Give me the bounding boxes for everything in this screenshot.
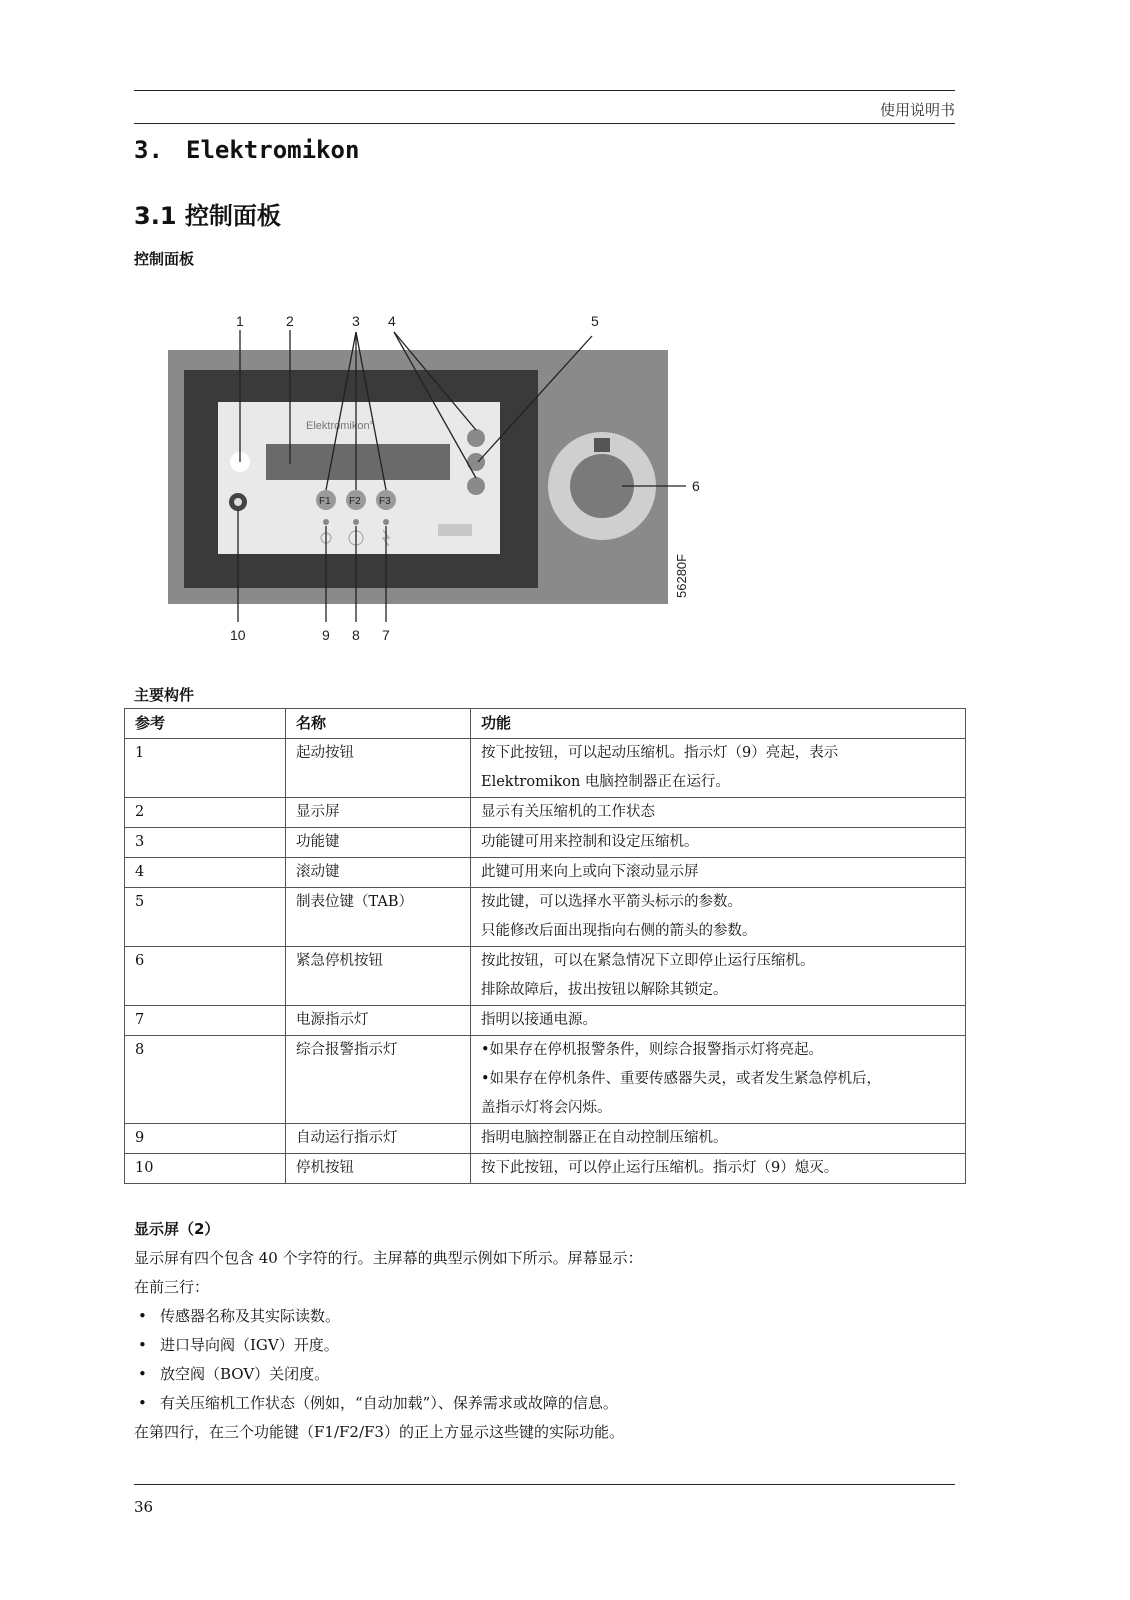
- cell-name: 停机按钮: [286, 1154, 471, 1184]
- scroll-down-key: [467, 477, 485, 495]
- cell-ref: 10: [125, 1154, 286, 1184]
- figure-caption: 控制面板: [134, 250, 195, 268]
- table-row: [125, 1036, 966, 1124]
- display-bullet-list: [134, 1302, 964, 1418]
- list-item: • 有关压缩机工作状态（例如，“自动加载”）、保养需求或故障的信息。: [134, 1389, 964, 1418]
- display-intro: 显示屏有四个包含 40 个字符的行。主屏幕的典型示例如下所示。屏幕显示：: [134, 1249, 643, 1267]
- header-rule-top: [134, 90, 955, 91]
- function-line: 排除故障后，拔出按钮以解除其锁定。: [481, 982, 728, 998]
- cell-name: 电源指示灯: [286, 1006, 471, 1036]
- cell-function: [471, 947, 966, 1006]
- function-line: 按下此按钮，可以停止运行压缩机。指示灯（9）熄灭。: [481, 1160, 839, 1176]
- cell-name: 紧急停机按钮: [286, 947, 471, 1006]
- list-item: • 进口导向阀（IGV）开度。: [134, 1331, 964, 1360]
- table-row: [125, 888, 966, 947]
- callout-10: 10: [230, 627, 246, 643]
- figure-id: 56280F: [674, 553, 689, 598]
- cell-name: 功能键: [286, 828, 471, 858]
- table-row: [125, 1006, 966, 1036]
- list-item: • 传感器名称及其实际读数。: [134, 1302, 964, 1331]
- callout-7: 7: [382, 627, 390, 643]
- page-number: 36: [134, 1498, 154, 1516]
- cell-function: [471, 1154, 966, 1184]
- power-light: [383, 519, 389, 525]
- callout-8: 8: [352, 627, 360, 643]
- control-panel-figure: [160, 310, 720, 650]
- cell-ref: 2: [125, 798, 286, 828]
- callout-3: 3: [352, 313, 360, 329]
- cell-name: 综合报警指示灯: [286, 1036, 471, 1124]
- function-line: •如果存在停机条件、重要传感器失灵，或者发生紧急停机后，: [481, 1071, 882, 1087]
- scroll-up-key: [467, 429, 485, 447]
- header-ref: 参考: [125, 709, 286, 739]
- f1-label: F1: [319, 496, 331, 507]
- table-row: [125, 858, 966, 888]
- table-row: [125, 828, 966, 858]
- warning-icon: [594, 438, 610, 452]
- cell-function: [471, 888, 966, 947]
- cell-function: [471, 1006, 966, 1036]
- header-rule-bottom: [134, 123, 955, 124]
- header-function: 功能: [471, 709, 966, 739]
- cell-function: [471, 858, 966, 888]
- function-line: 显示有关压缩机的工作状态: [481, 804, 655, 820]
- chapter-title: [134, 136, 359, 164]
- cell-ref: 9: [125, 1124, 286, 1154]
- table-caption: 主要构件: [134, 686, 195, 704]
- display-lead: 在前三行：: [134, 1278, 210, 1296]
- callout-1: 1: [236, 313, 244, 329]
- display-heading: 显示屏（2）: [134, 1220, 220, 1238]
- list-item: • 放空阀（BOV）关闭度。: [134, 1360, 964, 1389]
- cell-name: 显示屏: [286, 798, 471, 828]
- cell-function: [471, 798, 966, 828]
- alarm-light: [353, 519, 359, 525]
- section-title: 3.1 控制面板: [134, 202, 281, 230]
- function-line: 指明电脑控制器正在自动控制压缩机。: [481, 1130, 728, 1146]
- cell-function: [471, 739, 966, 798]
- cell-function: [471, 828, 966, 858]
- callout-6: 6: [692, 478, 700, 494]
- table-row: [125, 1154, 966, 1184]
- cell-ref: 5: [125, 888, 286, 947]
- table-header-row: [125, 709, 966, 739]
- callout-9: 9: [322, 627, 330, 643]
- cell-ref: 8: [125, 1036, 286, 1124]
- auto-run-light: [323, 519, 329, 525]
- cell-ref: 4: [125, 858, 286, 888]
- function-line: 指明以接通电源。: [481, 1012, 597, 1028]
- callout-5: 5: [591, 313, 599, 329]
- table-row: [125, 739, 966, 798]
- function-line: 按下此按钮，可以起动压缩机。指示灯（9）亮起，表示: [481, 745, 839, 761]
- cell-name: 起动按钮: [286, 739, 471, 798]
- function-line: Elektromikon 电脑控制器正在运行。: [481, 774, 730, 790]
- callout-4: 4: [388, 313, 396, 329]
- function-line: 按此键，可以选择水平箭头标示的参数。: [481, 894, 742, 910]
- cell-ref: 6: [125, 947, 286, 1006]
- running-header: 使用说明书: [879, 101, 955, 119]
- manufacturer-logo: [438, 524, 472, 536]
- cell-ref: 7: [125, 1006, 286, 1036]
- function-line: 功能键可用来控制和设定压缩机。: [481, 834, 699, 850]
- cell-name: 制表位键（TAB）: [286, 888, 471, 947]
- table-row: [125, 798, 966, 828]
- chapter-name: Elektromikon: [186, 136, 360, 164]
- table-row: [125, 1124, 966, 1154]
- tab-key: [467, 453, 485, 471]
- f3-label: F3: [379, 496, 391, 507]
- cell-name: 自动运行指示灯: [286, 1124, 471, 1154]
- function-line: •如果存在停机报警条件，则综合报警指示灯将亮起。: [481, 1042, 824, 1058]
- cell-function: [471, 1036, 966, 1124]
- cell-name: 滚动键: [286, 858, 471, 888]
- footer-rule: [134, 1484, 955, 1485]
- components-table: [124, 708, 966, 1184]
- chapter-number: 3.: [134, 136, 163, 164]
- function-line: 只能修改后面出现指向右侧的箭头的参数。: [481, 923, 757, 939]
- display-screen: [266, 444, 450, 480]
- cell-ref: 1: [125, 739, 286, 798]
- cell-function: [471, 1124, 966, 1154]
- f2-label: F2: [349, 496, 361, 507]
- function-line: 此键可用来向上或向下滚动显示屏: [481, 864, 699, 880]
- display-section-body: [134, 1244, 964, 1447]
- header-name: 名称: [286, 709, 471, 739]
- brand-label: Elektromikon°: [306, 420, 374, 432]
- callout-2: 2: [286, 313, 294, 329]
- function-line: 按此按钮，可以在紧急情况下立即停止运行压缩机。: [481, 953, 815, 969]
- stop-button-inner: [234, 498, 242, 506]
- components-body: [125, 739, 966, 1184]
- table-row: [125, 947, 966, 1006]
- display-closing: 在第四行，在三个功能键（F1/F2/F3）的正上方显示这些键的实际功能。: [134, 1423, 624, 1441]
- function-line: 盖指示灯将会闪烁。: [481, 1100, 612, 1116]
- cell-ref: 3: [125, 828, 286, 858]
